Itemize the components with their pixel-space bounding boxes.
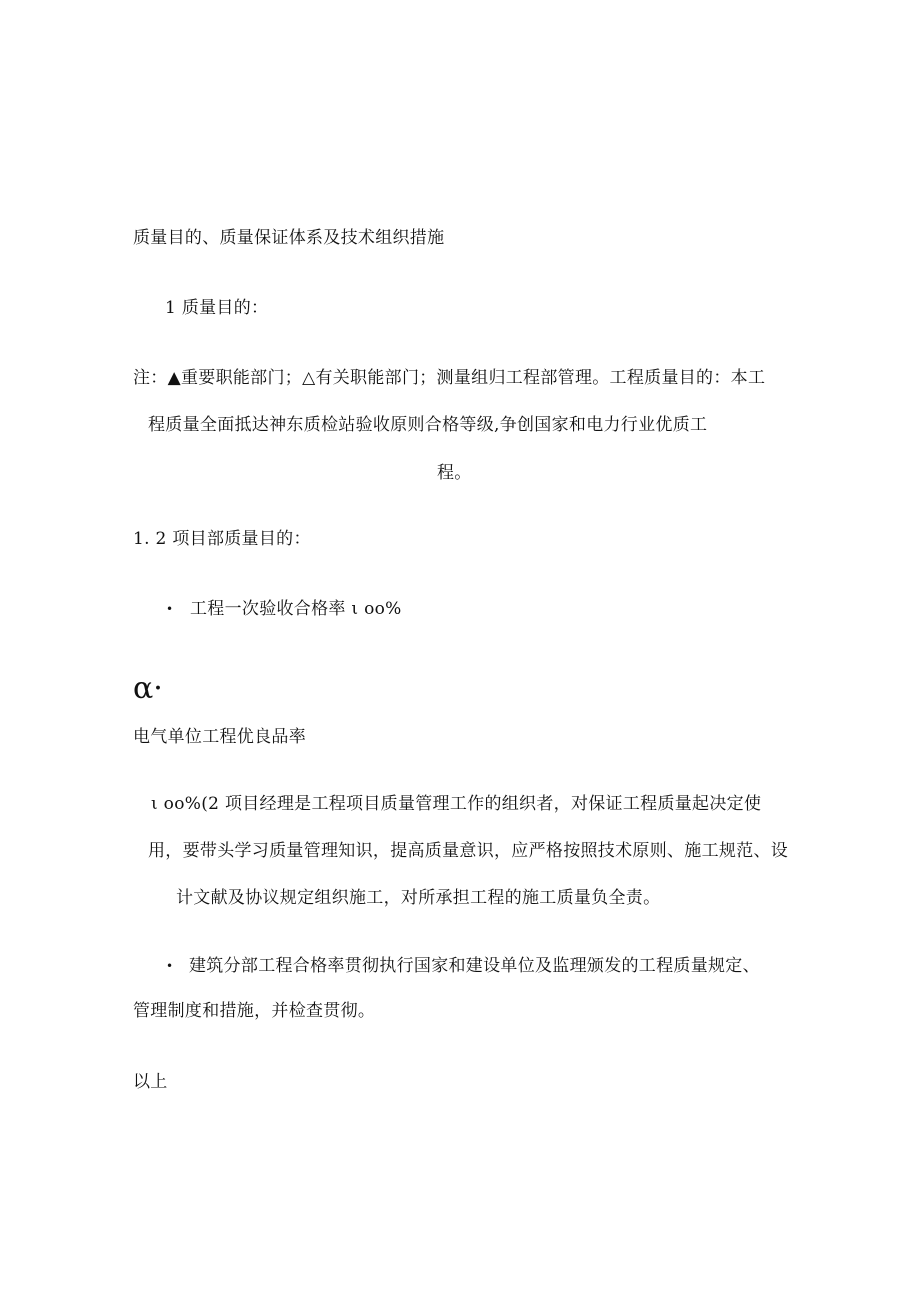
alpha-mark: α·: [133, 671, 163, 706]
bullet-item-2: 建筑分部工程合格率贯彻执行国家和建设单位及监理颁发的工程质量规定、: [189, 956, 760, 976]
bullet-item-2-continuation: 管理制度和措施，并检查贯彻。: [133, 1001, 376, 1021]
note-line-2: 程质量全面抵达神东质检站验收原则合格等级,争创国家和电力行业优质工: [148, 415, 708, 435]
note-line-3: 程。: [437, 463, 472, 483]
end-text: 以上: [133, 1072, 168, 1092]
electrical-heading: 电气单位工程优良品率: [133, 727, 306, 747]
section-heading-1: 1 质量目的：: [165, 298, 269, 318]
paragraph-line-2: 用，要带头学习质量管理知识，提高质量意识，应严格按照技术原则、施工规范、设: [148, 841, 789, 861]
section-heading-1-2: 1. 2 项目部质量目的：: [133, 529, 311, 549]
bullet-dot-2: •: [166, 959, 174, 973]
paragraph-line-3: 计文献及协议规定组织施工，对所承担工程的施工质量负全责。: [176, 888, 661, 908]
bullet-dot-1: •: [166, 602, 174, 616]
document-title: 质量目的、质量保证体系及技术组织措施: [133, 228, 445, 248]
note-line-1: 注：▲重要职能部门；△有关职能部门；测量组归工程部管理。工程质量目的：本工: [133, 368, 766, 388]
bullet-item-1: 工程一次验收合格率 ι oo%: [190, 599, 402, 619]
paragraph-line-1: ι oo%(2 项目经理是工程项目质量管理工作的组织者，对保证工程质量起决定使: [151, 794, 762, 814]
